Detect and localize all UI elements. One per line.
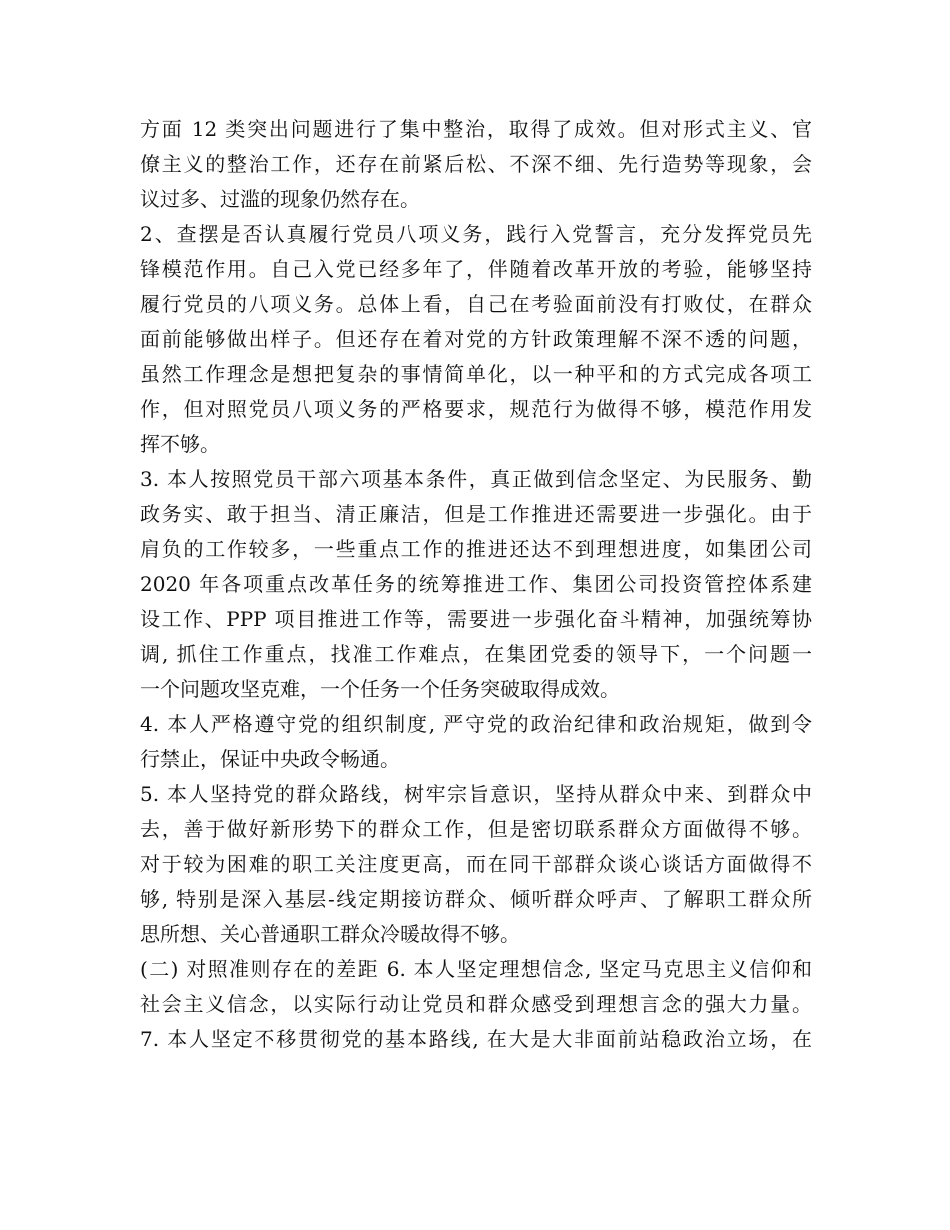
text-line: 7. 本人坚定不移贯彻党的基本路线, 在大是大非面前站稳政治立场，在 (140, 1027, 812, 1051)
text-line: 2020 年各项重点改革任务的统筹推进工作、集团公司投资管控体系建 (140, 572, 812, 596)
text-line: 肩负的工作较多，一些重点工作的推进还达不到理想进度，如集团公司 (140, 537, 812, 561)
text-line: 挥不够。 (140, 432, 220, 456)
text-line: 锋模范作用。自己入党已经多年了，伴随着改革开放的考验，能够坚持 (140, 257, 812, 281)
text-line: 调, 抓住工作重点，找准工作难点，在集团党委的领导下，一个问题一 (140, 642, 812, 666)
text-line: 去，善于做好新形势下的群众工作，但是密切联系群众方面做得不够。 (140, 817, 812, 841)
document-body (140, 112, 812, 1057)
text-line: 面前能够做出样子。但还存在着对党的方针政策理解不深不透的问题， (140, 327, 812, 351)
text-line: 对于较为困难的职工关注度更高，而在同干部群众谈心谈话方面做得不 (140, 852, 812, 876)
text-line: 方面 12 类突出问题进行了集中整治，取得了成效。但对形式主义、官 (140, 117, 812, 141)
text-line: 5. 本人坚持党的群众路线，树牢宗旨意识，坚持从群众中来、到群众中 (140, 782, 812, 806)
text-line: 虽然工作理念是想把复杂的事情简单化，以一种平和的方式完成各项工 (140, 362, 812, 386)
text-line: 3. 本人按照党员干部六项基本条件，真正做到信念坚定、为民服务、勤 (140, 467, 812, 491)
text-line: 4. 本人严格遵守党的组织制度, 严守党的政治纪律和政治规矩，做到令 (140, 712, 812, 736)
text-line: 思所想、关心普通职工群众冷暖故得不够。 (140, 922, 520, 946)
text-line: 一个问题攻坚克难，一个任务一个任务突破取得成效。 (140, 677, 620, 701)
text-line: 2、查摆是否认真履行党员八项义务，践行入党誓言，充分发挥党员先 (140, 222, 812, 246)
text-line: 设工作、PPP 项目推进工作等，需要进一步强化奋斗精神，加强统筹协 (140, 607, 812, 631)
text-line: 议过多、过滥的现象仍然存在。 (140, 187, 420, 211)
text-line: 履行党员的八项义务。总体上看，自己在考验面前没有打败仗，在群众 (140, 292, 812, 316)
text-line: 作，但对照党员八项义务的严格要求，规范行为做得不够，模范作用发 (140, 397, 812, 421)
text-line: 僚主义的整治工作，还存在前紧后松、不深不细、先行造势等现象，会 (140, 152, 812, 176)
text-line: 行禁止，保证中央政令畅通。 (140, 747, 400, 771)
text-line: (二) 对照准则存在的差距 6. 本人坚定理想信念, 坚定马克思主义信仰和 (140, 957, 812, 981)
text-line: 政务实、敢于担当、清正廉洁，但是工作推进还需要进一步强化。由于 (140, 502, 812, 526)
text-line: 社会主义信念，以实际行动让党员和群众感受到理想言念的强大力量。 (140, 992, 812, 1016)
text-line: 够, 特别是深入基层-线定期接访群众、倾听群众呼声、了解职工群众所 (140, 887, 812, 911)
